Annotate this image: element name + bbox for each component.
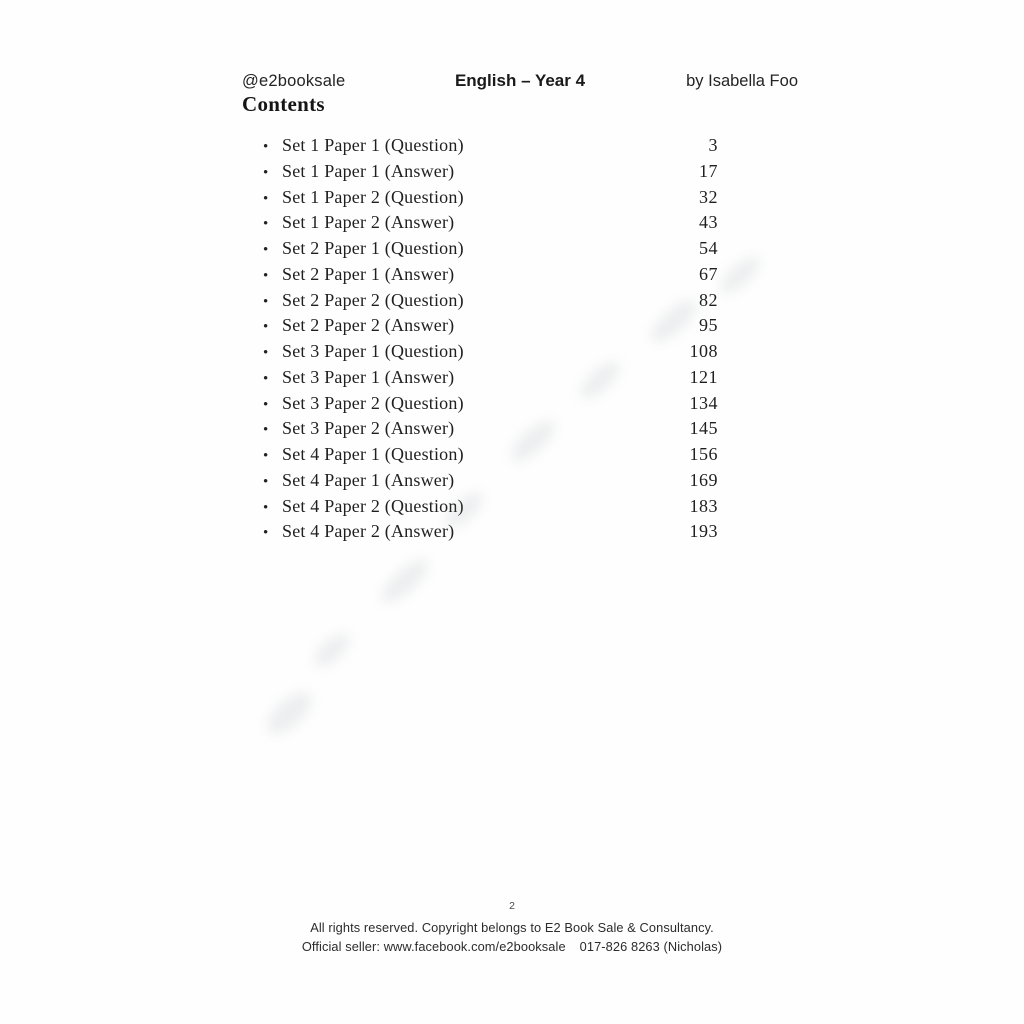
toc-row (263, 210, 718, 236)
toc-entry-page: 17 (699, 160, 718, 181)
toc-entry-page: 54 (699, 238, 718, 258)
toc-entry-page: 145 (689, 418, 718, 439)
toc-row (263, 236, 718, 262)
toc-entry-label: Set 2 Paper 1 (Answer) (282, 263, 455, 284)
seller-handle: @e2booksale (242, 72, 346, 90)
toc-entry-label: Set 4 Paper 1 (Answer) (282, 469, 455, 490)
toc-entry-page: 193 (689, 521, 718, 542)
page-number: 2 (509, 900, 515, 912)
toc-row (263, 339, 718, 365)
bullet-icon: • (263, 216, 269, 233)
toc-entry-page: 134 (689, 392, 718, 413)
toc-entry-page: 82 (699, 289, 718, 310)
bullet-icon: • (263, 396, 269, 413)
toc-row (263, 313, 718, 339)
toc-row (263, 133, 718, 159)
toc-entry-page: 43 (699, 212, 718, 233)
page-footer (0, 900, 1024, 1024)
seller-line (0, 937, 1024, 956)
seller-contact: Official seller: www.facebook.com/e2booksale (301, 939, 566, 954)
toc-entry-label: Set 3 Paper 2 (Question) (282, 392, 464, 413)
smudge-blob (375, 553, 434, 609)
toc-entry-page: 95 (699, 315, 718, 336)
toc-entry-label: Set 1 Paper 2 (Question) (282, 186, 464, 207)
toc-row (263, 262, 718, 288)
table-of-contents (263, 133, 718, 545)
toc-entry-label: Set 4 Paper 2 (Question) (282, 495, 464, 516)
toc-entry-page: 121 (689, 366, 718, 387)
bullet-icon: • (263, 190, 269, 207)
toc-entry-label: Set 2 Paper 1 (Question) (282, 238, 464, 258)
toc-entry-page: 156 (689, 444, 718, 464)
toc-entry-label: Set 3 Paper 2 (Answer) (282, 418, 455, 439)
page-header (242, 71, 798, 91)
bullet-icon: • (263, 345, 269, 361)
seller-phone: 017-826 8263 (Nicholas) (579, 939, 723, 954)
toc-row (263, 185, 718, 211)
toc-entry-page: 108 (689, 341, 718, 361)
bullet-icon: • (263, 267, 269, 284)
toc-entry-label: Set 3 Paper 1 (Question) (282, 341, 464, 361)
smudge-blob (260, 685, 318, 741)
toc-row (263, 416, 718, 442)
bullet-icon: • (263, 293, 269, 310)
bullet-icon: • (263, 448, 269, 464)
toc-row (263, 288, 718, 314)
toc-entry-label: Set 4 Paper 2 (Answer) (282, 521, 455, 542)
bullet-icon: • (263, 525, 269, 542)
toc-entry-label: Set 2 Paper 2 (Answer) (282, 315, 455, 336)
toc-entry-label: Set 2 Paper 2 (Question) (282, 289, 464, 310)
toc-entry-label: Set 3 Paper 1 (Answer) (282, 366, 455, 387)
toc-row (263, 365, 718, 391)
bullet-icon: • (263, 370, 269, 387)
toc-row (263, 442, 718, 468)
toc-row (263, 494, 718, 520)
smudge-blob (309, 628, 355, 672)
toc-entry-label: Set 1 Paper 2 (Answer) (282, 212, 455, 233)
bullet-icon: • (263, 139, 269, 155)
book-title: English – Year 4 (454, 71, 586, 90)
toc-row (263, 468, 718, 494)
toc-entry-page: 183 (689, 495, 718, 516)
toc-row (263, 391, 718, 417)
toc-entry-page: 67 (699, 263, 718, 284)
book-author: by Isabella Foo (686, 72, 798, 90)
bullet-icon: • (263, 422, 269, 439)
contents-heading: Contents (242, 92, 325, 116)
toc-entry-label: Set 1 Paper 1 (Answer) (282, 160, 455, 181)
bullet-icon: • (263, 499, 269, 516)
toc-entry-label: Set 1 Paper 1 (Question) (282, 135, 464, 155)
bullet-icon: • (263, 242, 269, 258)
bullet-icon: • (263, 319, 269, 336)
toc-entry-page: 3 (708, 135, 718, 155)
toc-entry-page: 169 (689, 469, 718, 490)
bullet-icon: • (263, 164, 269, 181)
bullet-icon: • (263, 473, 269, 490)
toc-entry-page: 32 (699, 186, 718, 207)
toc-row (263, 159, 718, 185)
toc-entry-label: Set 4 Paper 1 (Question) (282, 444, 464, 464)
smudge-blob (715, 251, 766, 299)
copyright-line: All rights reserved. Copyright belongs to E2 Book Sale & Consultancy. (310, 920, 714, 935)
toc-row (263, 519, 718, 545)
